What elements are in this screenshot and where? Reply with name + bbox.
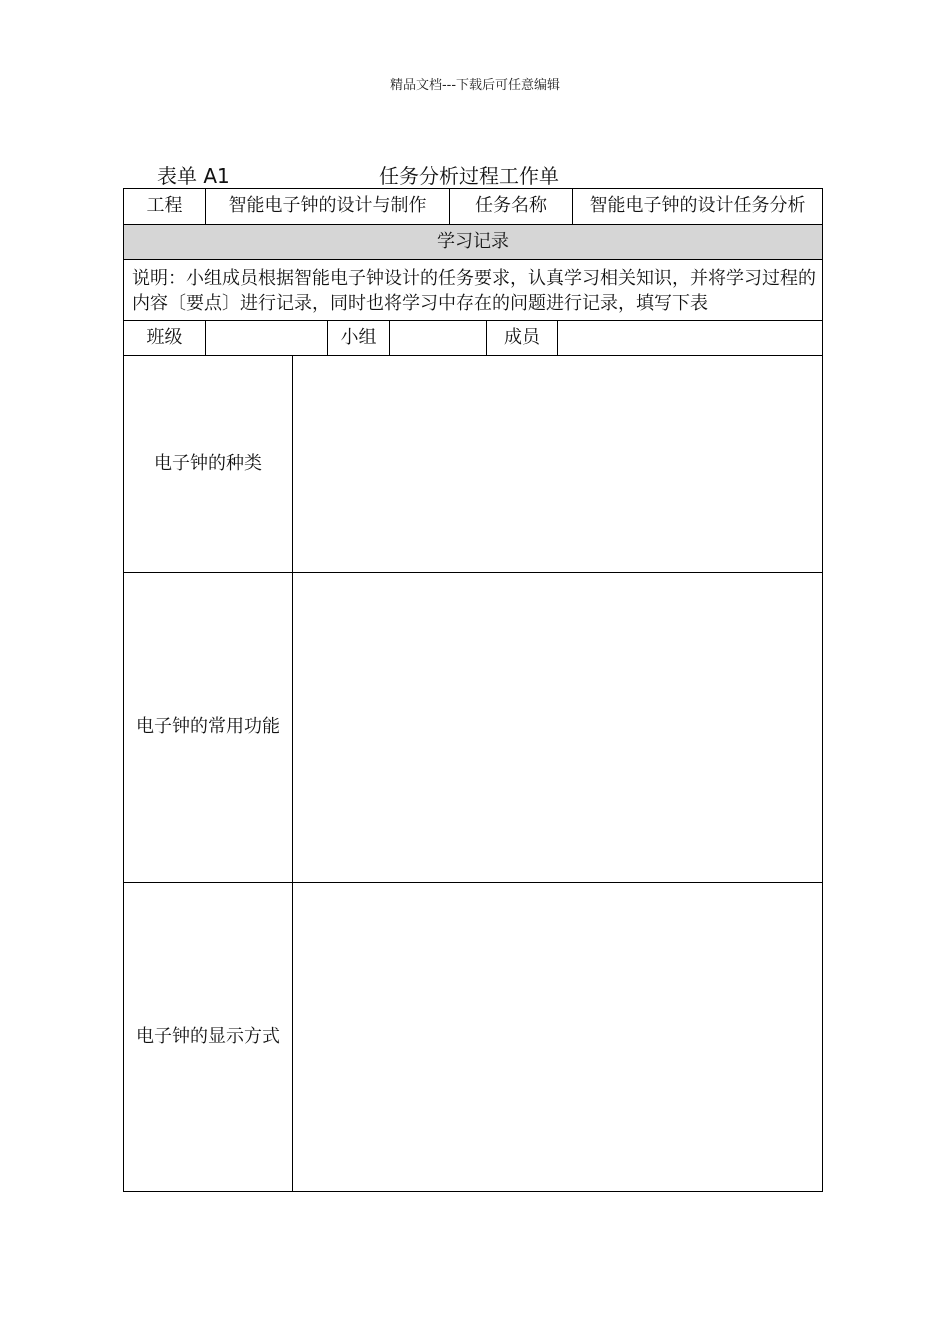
form-label: 表单 A1 — [157, 164, 230, 188]
page-header-note: 精品文档---下载后可任意编辑 — [389, 78, 561, 93]
form-title: 任务分析过程工作单 — [379, 164, 559, 188]
instruction-text: 说明：小组成员根据智能电子钟设计的任务要求，认真学习相关知识，并将学习过程的内容〔要点〕进行记录，同时也将学习中存在的问题进行记录，填写下表 — [132, 268, 816, 314]
section-title: 学习记录 — [437, 230, 509, 252]
record-topic-display: 电子钟的显示方式 — [136, 1025, 280, 1047]
class-field[interactable] — [206, 321, 327, 355]
group-label: 小组 — [340, 326, 377, 348]
members-label: 成员 — [504, 326, 540, 348]
record-topic-types: 电子钟的种类 — [154, 452, 262, 474]
task-name-label: 任务名称 — [475, 195, 547, 217]
record-content-types[interactable] — [293, 356, 822, 572]
class-label: 班级 — [146, 326, 183, 348]
project-label: 工程 — [146, 195, 183, 217]
record-content-functions[interactable] — [293, 573, 822, 882]
members-field[interactable] — [558, 321, 822, 355]
project-value: 智能电子钟的设计与制作 — [228, 195, 427, 217]
task-name-value: 智能电子钟的设计任务分析 — [589, 195, 806, 217]
group-field[interactable] — [390, 321, 486, 355]
record-topic-functions: 电子钟的常用功能 — [136, 716, 280, 738]
record-content-display[interactable] — [293, 883, 822, 1191]
